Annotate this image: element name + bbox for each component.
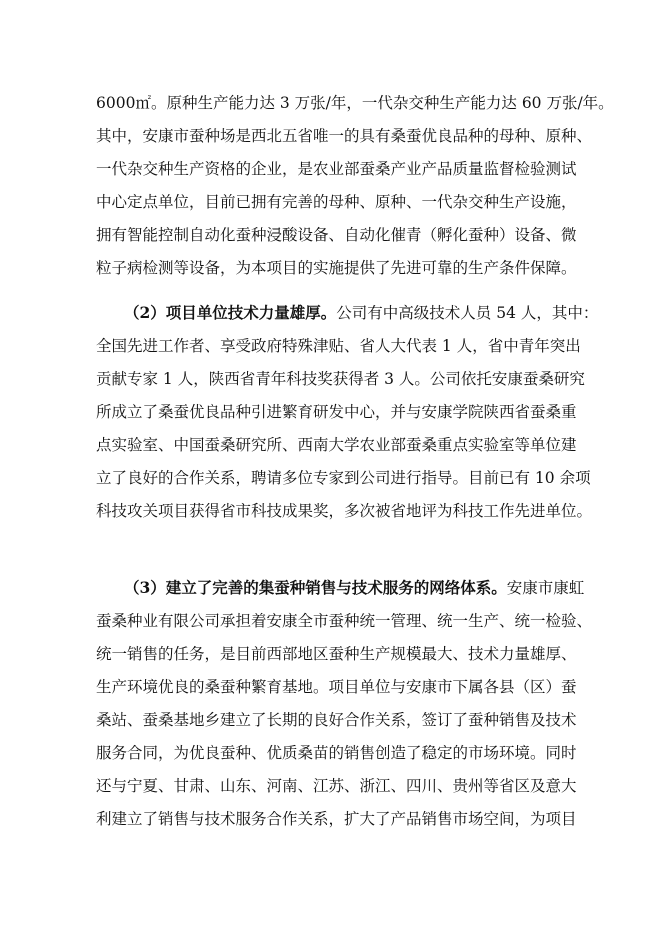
paragraph-1-line-5: 拥有智能控制自动化蚕种浸酸设备、自动化催青（孵化蚕种）设备、微 [96, 226, 577, 244]
paragraph-1-line-1: 6000㎡。原种生产能力达 3 万张/年，一代杂交种生产能力达 60 万张/年。 [96, 94, 614, 112]
paragraph-1-line-2: 其中，安康市蚕种场是西北五省唯一的具有桑蚕优良品种的母种、原种、 [96, 127, 593, 145]
paragraph-1-line-6: 粒子病检测等设备，为本项目的实施提供了先进可靠的生产条件保障。 [96, 259, 577, 277]
paragraph-2-line-4: 所成立了桑蚕优良品种引进繁育研发中心，并与安康学院陕西省蚕桑重 [96, 403, 577, 421]
paragraph-3-line-5: 桑站、蚕桑基地乡建立了长期的良好合作关系，签订了蚕种销售及技术 [96, 711, 577, 729]
paragraph-1-line-3: 一代杂交种生产资格的企业，是农业部蚕桑产业产品质量监督检验测试 [96, 160, 577, 178]
paragraph-3-line-2: 蚕桑种业有限公司承担着安康全市蚕种统一管理、统一生产、统一检验、 [96, 612, 593, 630]
paragraph-2-line-6: 立了良好的合作关系，聘请多位专家到公司进行指导。目前已有 10 余项 [96, 469, 591, 487]
paragraph-2-first-line [124, 300, 598, 326]
paragraph-2-line-5: 点实验室、中国蚕桑研究所、西南大学农业部蚕桑重点实验室等单位建 [96, 436, 577, 454]
paragraph-2-line-3: 贡献专家 1 人，陕西省青年科技奖获得者 3 人。公司依托安康蚕桑研究 [96, 370, 585, 388]
paragraph-3-line-3: 统一销售的任务，是目前西部地区蚕种生产规模最大、技术力量雄厚、 [96, 645, 577, 663]
paragraph-3-first-line [124, 575, 584, 601]
paragraph-3-line-4: 生产环境优良的桑蚕种繁育基地。项目单位与安康市下属各县（区）蚕 [96, 678, 577, 696]
paragraph-2-line-7: 科技攻关项目获得省市科技成果奖，多次被省地评为科技工作先进单位。 [96, 502, 593, 520]
paragraph-2-line-2: 全国先进工作者、享受政府特殊津贴、省人大代表 1 人，省中青年突出 [96, 337, 581, 355]
paragraph-3-line-7: 还与宁夏、甘肃、山东、河南、江苏、浙江、四川、贵州等省区及意大 [96, 777, 577, 795]
paragraph-1-line-4: 中心定点单位，目前已拥有完善的母种、原种、一代杂交种生产设施， [96, 193, 577, 211]
paragraph-2-heading: （2）项目单位技术力量雄厚。 [124, 303, 337, 322]
paragraph-3-line-8: 利建立了销售与技术服务合作关系，扩大了产品销售市场空间，为项目 [96, 810, 577, 828]
paragraph-3-line-6: 服务合同，为优良蚕种、优质桑苗的销售创造了稳定的市场环境。同时 [96, 744, 577, 762]
paragraph-2-line-1: 公司有中高级技术人员 54 人，其中： [336, 304, 599, 322]
paragraph-3-line-1: 安康市康虹 [506, 579, 585, 597]
paragraph-3-heading: （3）建立了完善的集蚕种销售与技术服务的网络体系。 [124, 578, 507, 597]
